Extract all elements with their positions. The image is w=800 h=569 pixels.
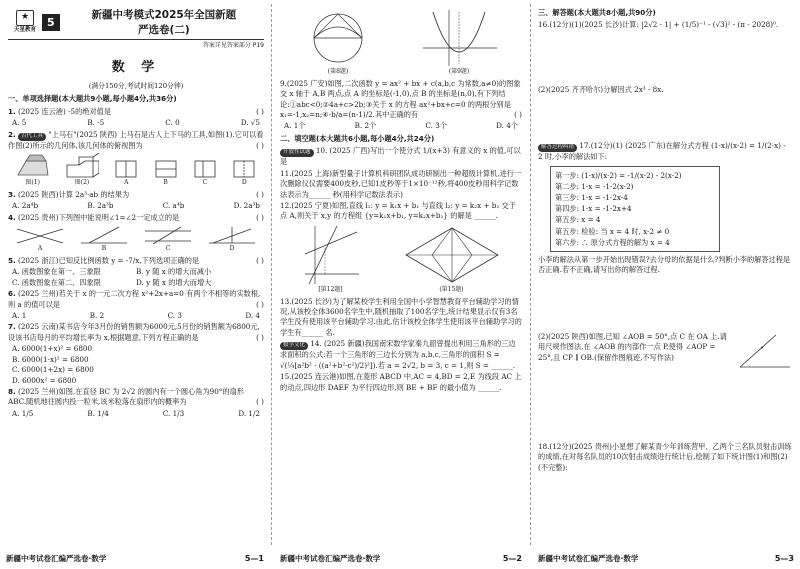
question-tag: 古代工具 [18,133,46,141]
figures-8-9: (第8题) (第9题) [280,8,522,77]
answer-reference: 答案详见答案部分 P19 [202,42,264,49]
question-8-options: A. 1/5 B. 1/4 C. 1/3 D. 1/2 [12,408,260,418]
paper-number-badge: 5 [42,14,60,32]
question-5: 5. (2025 浙江)已知反比例函数 y = -7/x,下列选项正确的是 ( ) [8,255,264,265]
page-number: 5—2 [502,554,522,564]
question-7: 7. (2025 云南)某书店今年3月份的销售额为6000元,5月份的销售额为6800元,设该书店每月的平均增长率为 x,根据题意,下列方程正确的是 ( ) [8,322,264,342]
circle-sector-figure [303,8,373,68]
parabola-figure [419,8,499,68]
question-3-options: A. 2a⁴b B. 2a³b C. a⁴b D. 2a³b [12,201,260,211]
section-heading-2: 二、填空题(本大题共6小题,每小题4分,共24分) [280,133,435,143]
angle-figure-d [207,225,257,245]
question-7-options: A. 6000(1+x)² = 6800 B. 6000(1-x)² = 6800 C. 6000(1+2x) = 6800 D. 6000x² = 6800 [12,344,94,385]
column-divider [530,4,531,545]
logo-text: 天星教育 [13,27,36,34]
option-d-figure: D [232,159,256,188]
angle-figure-a [15,225,65,245]
question-1: 1. (2025 连云港) -5的绝对值是 ( ) [8,106,264,116]
intersecting-lines-figure [301,224,361,286]
column-divider [271,4,272,545]
question-6: 6. (2025 兰州)若关于 x 的一元二次方程 x²+2x+a=0 有两个不相等的实数根,则 a 的值可以是 ( ) [8,289,264,309]
figures-12-15: [第12题] (第15题) [280,224,522,295]
option-b-figure: B [154,159,178,188]
publisher-logo [8,7,42,39]
page-number: 5—1 [244,554,264,564]
option-c-figure: C [193,159,217,188]
column-3 [532,0,800,569]
question-3: 3. (2025 陕西)计算 2a³·ab 的结果为 ( ) [8,189,264,199]
question-17-part-1: 解答过程纠错 17.(12分)(1) (2025 广东)在解分式方程 (1-x)/(x-2) = 1/(2-x) - 2 时,小李的解法如下: [538,141,786,162]
question-10: 开放性试题 10. (2025 广西)写出一个使分式 1/(x+3) 有意义的 x 的值,可以是 [280,146,521,167]
question-2: 2. 古代工具 "上马石"(2025 陕西) 上马石是古人上下马的工具,如图(1).它可以看作图(2)所示的几何体,该几何体的俯视图为 ( ) [8,129,264,150]
question-tag: 开放性试题 [280,149,314,157]
question-4-figures: A B C D [8,225,264,254]
figure-2: 图(2) [65,153,99,188]
question-5-options: A. 函数图象在第一、三象限 B. y 随 x 的增大而减小 C. 函数图象在第二、四象限 D. y 随 x 的增大而增大 [12,267,212,287]
question-1-options: A. 5 B. -5 C. 0 D. √5 [12,118,260,128]
mounting-stone-image [16,153,50,179]
column-2 [274,0,528,569]
solid-figure [65,153,99,179]
subject-title: 数 学 [111,59,161,75]
angle-aob-figure [736,331,792,371]
option-a-figure: A [114,159,138,188]
question-tag: 解答过程纠错 [538,144,577,152]
question-9: 9.(2025 广安)如图,二次函数 y = ax² + bx + c(a,b,c 为常数,a≠0)的图象交 x 轴于 A,B 两点,点 A 的坐标是(-1,0),点 B 的坐标是(n,0),有下列结论:①abc<0;②4a+c>2b;③关于 x 的方程 ax²+bx+c=0 的两根分别是 x₁=-1,x₂=n;④-b/a=(n-1)/2.其中正确的有 ( ) [280,78,522,119]
rhombus-figure [402,224,502,286]
question-16-part-2: (2)(2025 齐齐哈尔)分解因式 2x³ - 8x. [538,84,664,94]
solution-steps-box: 第一步: (1-x)/(x-2) = -1/(x-2) - 2(x-2) 第二步: 1-x = -1-2(x-2) 第三步: 1-x = -1-2x-4 第四步: 1-x = -1-2x+4 第五步: x = 4 第五步: 检验: 当 x = 4 时, x-2 ≠ 0 第六步: ∴ 原分式方程的解为 x = 4 [550,166,720,252]
exam-meta: (满分150分,考试时间120分钟) [88,81,184,90]
paper-title: 新疆中考模式2025年全国新题 严选卷(二) [91,9,237,36]
question-6-options: A. 1 B. 2 C. 3 D. 4 [12,310,260,320]
star-logo-icon: ★ [16,10,34,26]
question-13: 13.(2025 长沙)为了解某校学生利用全国中小学智慧教育平台辅助学习的情况,从该校全体3600名学生中,随机抽取了100名学生,统计结果显示仅有3名学生没有使用该平台辅助学习.由此,估计该校全体学生使用该平台辅助学习的学生有______ 名. [280,296,522,337]
question-15: 15.(2025 连云港)如图,在菱形 ABCD 中,AC = 4,BD = 2,E 为线段 AC 上的动点,四边形 DAEF 为平行四边形,则 BE + BF 的最小值为 ______. [280,372,522,392]
page-footer-2: 新疆中考试卷汇编严选卷·数学 5—2 [280,553,522,564]
column-1 [0,0,270,569]
question-9-options: A. 1个 B. 2个 C. 3个 D. 4个 [284,121,518,131]
question-2-figures [8,153,264,188]
question-11: 11.(2025 上海)新型量子计算机科研团队成功研制出一种超级计算机,进行一次删除仪仪需要400皮秒,已知1皮秒等于1×10⁻¹²秒,将400皮秒用科学记数法表示为______ 秒(用科学记数法表示) [280,168,522,199]
section-heading-3: 三、解答题(本大题共8小题,共90分) [538,8,656,17]
question-4: 4. (2025 贵州)下列图中能说明∠1=∠2一定成立的是 ( ) [8,212,264,222]
question-14: 数学文化 14. (2025 新疆)我国南宋数学家秦九韶曾提出利用三角形的三边求面积的公式:若一个三角形的三边长分别为 a,b,c,三角形的面积 S = √(¼[a²b² - ((a²+b²-c²)/2)²]).若 a = 2√2, b = 3, c = 1,则 S = ______. [280,339,516,370]
question-17-follow-up: 小李的解法从第一步开始出现错误?去分母的依据是什么?判断小李的解答过程是否正确.若不正确,请写出你的解答过程. [538,254,791,275]
figure-1: 图(1) [16,153,50,188]
page-footer-3: 新疆中考试卷汇编严选卷·数学 5—3 [538,553,794,564]
angle-figure-c [143,225,193,245]
paper-header [8,6,264,40]
question-16-part-1: 16.(12分)(1)(2025 长沙)计算: |2√2 - 1| + (1/5)⁻¹ - (√3)² - (π - 2028)⁰. [538,20,779,30]
question-12: 12.(2025 宁夏)如图,直线 l₁: y = k₁x + b₁ 与直线 l₂: y = k₂x + b₂ 交于点 A,则关于 x,y 的方程组 {y=k₁x+b₁, y=k₂x+b₂} 的解是 ______. [280,201,516,221]
section-heading-1: 一、单项选择题(本大题共9小题,每小题4分,共36分) [8,94,177,104]
question-18: 18.(12分)(2025 贵州)小星想了解某青少年训练营甲、乙两个三名队员射击训练的成绩,在对每名队员的10次射击成绩进行统计后,绘制了如下统计图(1)和图(2)(不完整): [538,441,792,472]
angle-figure-b [79,225,129,245]
question-tag: 数学文化 [280,342,308,350]
page-footer-1: 新疆中考试卷汇编严选卷·数学 5—1 [6,553,264,564]
question-17-part-2: (2)(2025 陕西)如图,已知 ∠AOB = 50°,点 C 在 OA 上.请用尺规作图法,在 ∠AOB 的内部作一点 P,使得 ∠AOP = 25°,且 CP ∥ OB.(保留作图痕迹,不写作法) [538,331,792,371]
question-8: 8. (2025 兰州)如图,在直径 BC 为 2√2 的圆内有一个圆心角为90°的扇形 ABC.随机地往圆内投一粒米,该米粒落在扇形内的概率为 ( ) [8,387,264,407]
page-number: 5—3 [774,554,794,564]
